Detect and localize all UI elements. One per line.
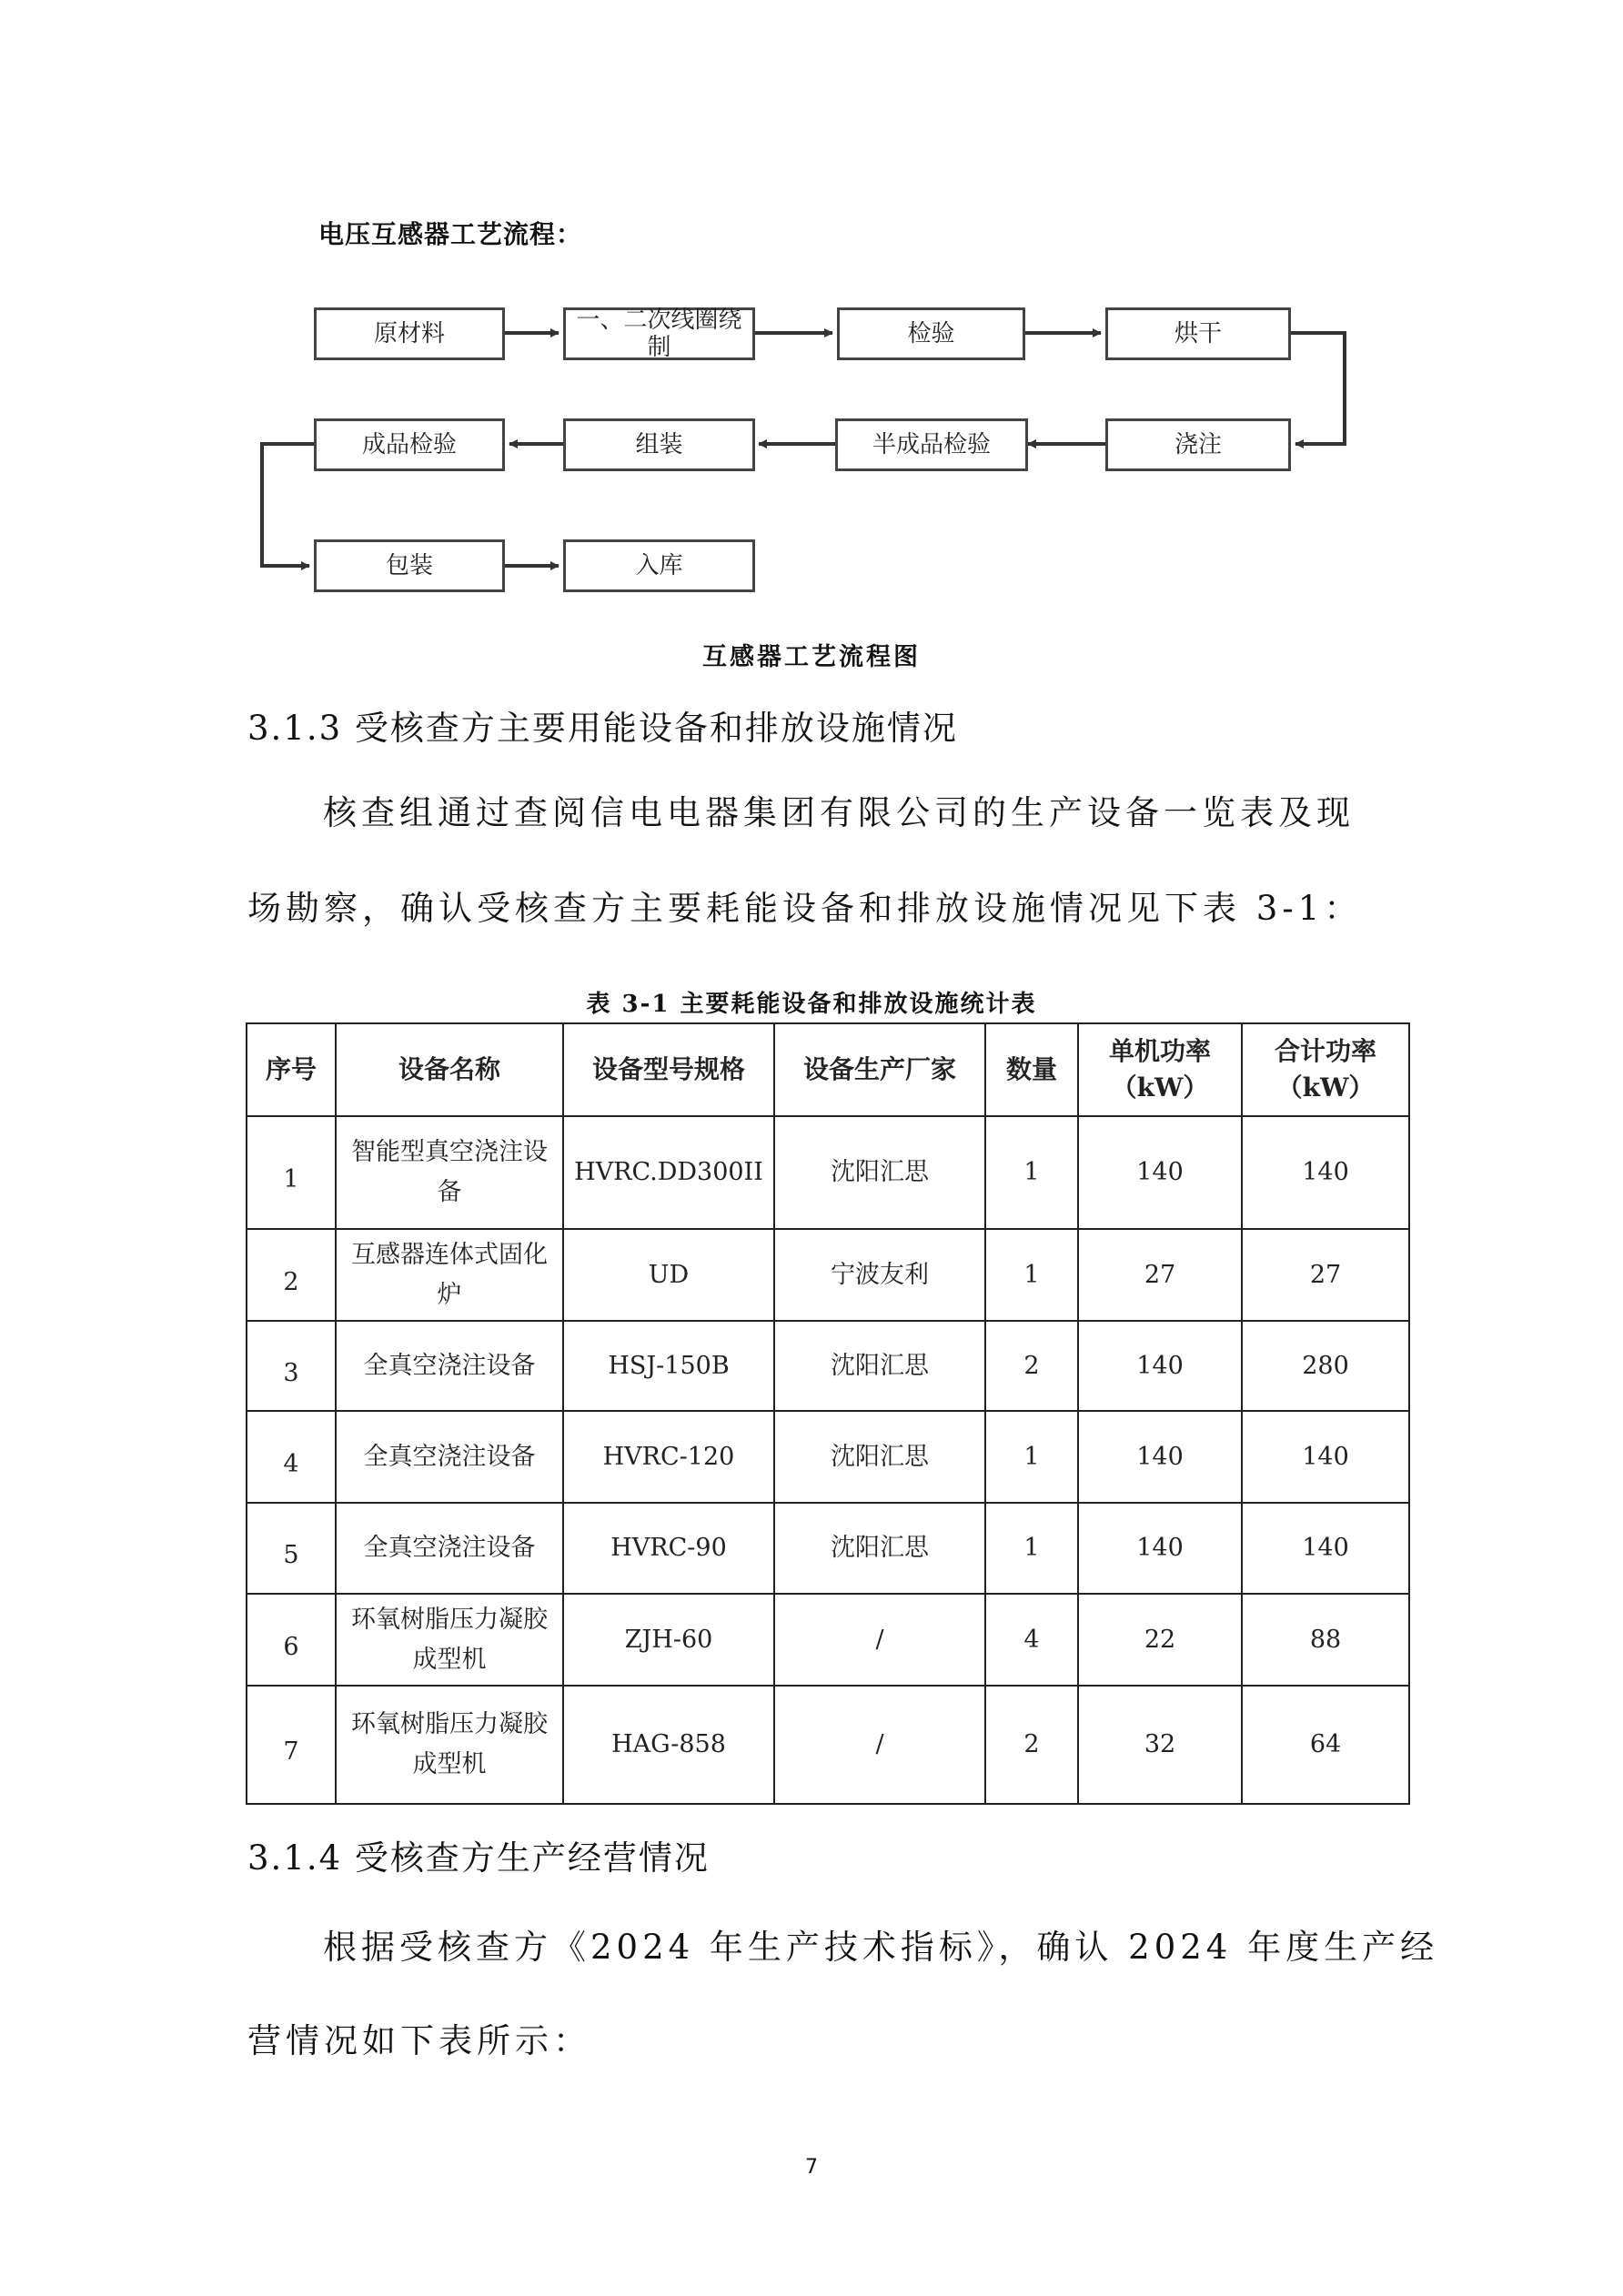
cell-equipment-name: 全真空浇注设备 (336, 1321, 563, 1411)
cell-equipment-name: 互感器连体式固化炉 (336, 1229, 563, 1321)
cell-no: 5 (247, 1503, 336, 1594)
cell-model: UD (563, 1229, 774, 1321)
flow-step-winding: 一、二次线圈绕制 (563, 307, 755, 360)
cell-manufacturer: / (774, 1594, 985, 1686)
cell-model: HVRC.DD300II (563, 1116, 774, 1229)
cell-no: 7 (247, 1686, 336, 1804)
paragraph-313-line1: 核查组通过查阅信电电器集团有限公司的生产设备一览表及现 (323, 793, 1355, 832)
cell-unit-power: 140 (1078, 1503, 1242, 1594)
table-row (247, 1686, 1409, 1804)
table-header-row (247, 1023, 1409, 1116)
cell-model: HSJ-150B (563, 1321, 774, 1411)
page-number: 7 (805, 2156, 818, 2179)
cell-quantity: 2 (985, 1686, 1078, 1804)
cell-equipment-name: 智能型真空浇注设备 (336, 1116, 563, 1229)
flow-step-assembly: 组装 (563, 418, 755, 471)
cell-no: 2 (247, 1229, 336, 1321)
header-unit-power: 单机功率（kW） (1078, 1023, 1242, 1116)
cell-unit-power: 140 (1078, 1321, 1242, 1411)
flow-step-drying: 烘干 (1105, 307, 1291, 360)
cell-total-power: 140 (1242, 1411, 1409, 1503)
paragraph-314-line1: 根据受核查方《2024 年生产技术指标》，确认 2024 年度生产经 (323, 1928, 1439, 1967)
cell-no: 1 (247, 1116, 336, 1229)
cell-total-power: 64 (1242, 1686, 1409, 1804)
flowchart-arrows (0, 0, 1623, 637)
paragraph-314-line2: 营情况如下表所示： (247, 2021, 591, 2060)
header-equipment-name: 设备名称 (336, 1023, 563, 1116)
cell-quantity: 1 (985, 1229, 1078, 1321)
cell-equipment-name: 全真空浇注设备 (336, 1503, 563, 1594)
figure-caption: 互感器工艺流程图 (702, 643, 921, 671)
cell-quantity: 1 (985, 1116, 1078, 1229)
table-row (247, 1229, 1409, 1321)
cell-no: 3 (247, 1321, 336, 1411)
table-row (247, 1116, 1409, 1229)
flow-step-storage: 入库 (563, 539, 755, 592)
cell-unit-power: 22 (1078, 1594, 1242, 1686)
table-row (247, 1503, 1409, 1594)
cell-equipment-name: 环氧树脂压力凝胶成型机 (336, 1594, 563, 1686)
cell-quantity: 1 (985, 1503, 1078, 1594)
cell-no: 6 (247, 1594, 336, 1686)
cell-quantity: 1 (985, 1411, 1078, 1503)
flow-step-final-inspection: 成品检验 (314, 418, 505, 471)
cell-total-power: 27 (1242, 1229, 1409, 1321)
table-row (247, 1411, 1409, 1503)
table-row (247, 1321, 1409, 1411)
cell-model: HAG-858 (563, 1686, 774, 1804)
cell-model: HVRC-90 (563, 1503, 774, 1594)
header-model: 设备型号规格 (563, 1023, 774, 1116)
table-caption: 表 3-1 主要耗能设备和排放设施统计表 (586, 991, 1037, 1018)
cell-manufacturer: 沈阳汇思 (774, 1503, 985, 1594)
cell-total-power: 140 (1242, 1116, 1409, 1229)
cell-no: 4 (247, 1411, 336, 1503)
cell-model: HVRC-120 (563, 1411, 774, 1503)
cell-unit-power: 140 (1078, 1411, 1242, 1503)
cell-total-power: 140 (1242, 1503, 1409, 1594)
cell-total-power: 88 (1242, 1594, 1409, 1686)
cell-model: ZJH-60 (563, 1594, 774, 1686)
flowchart-title: 电压互感器工艺流程： (318, 219, 583, 249)
cell-manufacturer: / (774, 1686, 985, 1804)
paragraph-313-line2: 场勘察，确认受核查方主要耗能设备和排放设施情况见下表 3-1： (247, 889, 1363, 928)
header-manufacturer: 设备生产厂家 (774, 1023, 985, 1116)
cell-unit-power: 140 (1078, 1116, 1242, 1229)
equipment-table (246, 1022, 1410, 1805)
flow-step-raw-material: 原材料 (314, 307, 505, 360)
table-row (247, 1594, 1409, 1686)
cell-unit-power: 27 (1078, 1229, 1242, 1321)
cell-equipment-name: 环氧树脂压力凝胶成型机 (336, 1686, 563, 1804)
flow-step-semi-inspection: 半成品检验 (835, 418, 1028, 471)
flow-step-pouring: 浇注 (1105, 418, 1291, 471)
header-no: 序号 (247, 1023, 336, 1116)
cell-total-power: 280 (1242, 1321, 1409, 1411)
cell-quantity: 4 (985, 1594, 1078, 1686)
header-quantity: 数量 (985, 1023, 1078, 1116)
section-heading-313: 3.1.3 受核查方主要用能设备和排放设施情况 (247, 709, 958, 748)
section-heading-314: 3.1.4 受核查方生产经营情况 (247, 1838, 710, 1878)
cell-manufacturer: 沈阳汇思 (774, 1321, 985, 1411)
cell-manufacturer: 沈阳汇思 (774, 1116, 985, 1229)
cell-equipment-name: 全真空浇注设备 (336, 1411, 563, 1503)
cell-manufacturer: 沈阳汇思 (774, 1411, 985, 1503)
cell-manufacturer: 宁波友利 (774, 1229, 985, 1321)
flow-step-inspection: 检验 (837, 307, 1025, 360)
cell-unit-power: 32 (1078, 1686, 1242, 1804)
cell-quantity: 2 (985, 1321, 1078, 1411)
header-total-power: 合计功率（kW） (1242, 1023, 1409, 1116)
flow-step-packaging: 包装 (314, 539, 505, 592)
